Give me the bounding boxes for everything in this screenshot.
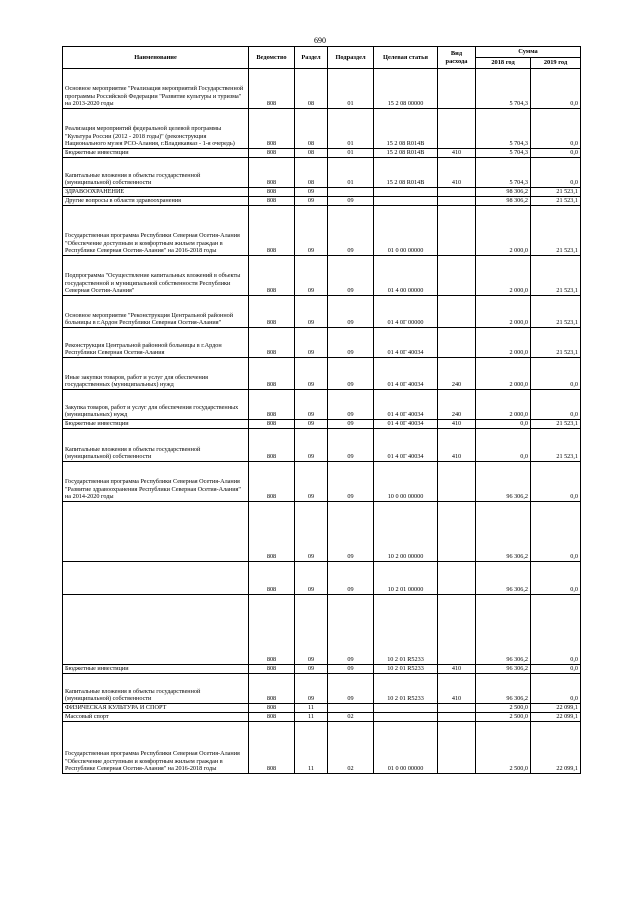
- row-exp-type: 240: [438, 358, 476, 390]
- row-2018: 96 306,2: [476, 502, 531, 562]
- row-2019: 21 523,1: [531, 188, 581, 197]
- row-subsection: 01: [328, 109, 374, 149]
- row-2019: 21 523,1: [531, 256, 581, 296]
- row-2018: 2 500,0: [476, 704, 531, 713]
- table-row: [63, 390, 581, 420]
- row-2018: 2 000,0: [476, 296, 531, 328]
- row-subsection: 09: [328, 420, 374, 429]
- row-dept: 808: [249, 390, 295, 420]
- row-2018: 5 704,3: [476, 149, 531, 158]
- row-name: Государственная программа Республики Северная Осетия-Алания "Обеспечение доступным и комфортным жильем граждан в Республике Северная Осетия-Алания" на 2016-2018 годы: [63, 722, 249, 774]
- row-2019: 0,0: [531, 502, 581, 562]
- row-2019: 21 523,1: [531, 429, 581, 462]
- row-2018: 2 000,0: [476, 206, 531, 256]
- row-dept: 808: [249, 328, 295, 358]
- row-section: 09: [295, 595, 328, 665]
- row-section: 09: [295, 188, 328, 197]
- row-subsection: 02: [328, 722, 374, 774]
- row-name: Бюджетные инвестиции: [63, 420, 249, 429]
- row-section: 09: [295, 390, 328, 420]
- row-exp-type: 410: [438, 429, 476, 462]
- table-row: [63, 197, 581, 206]
- row-exp-type: [438, 188, 476, 197]
- row-target: 10 2 00 00000: [374, 502, 438, 562]
- row-2019: 0,0: [531, 390, 581, 420]
- row-dept: 808: [249, 713, 295, 722]
- row-target: [374, 704, 438, 713]
- row-2018: 96 306,2: [476, 665, 531, 674]
- row-exp-type: [438, 704, 476, 713]
- row-2019: 0,0: [531, 665, 581, 674]
- row-subsection: 09: [328, 206, 374, 256]
- row-section: 11: [295, 722, 328, 774]
- row-section: 09: [295, 674, 328, 704]
- row-2018: 0,0: [476, 420, 531, 429]
- row-dept: 808: [249, 256, 295, 296]
- row-dept: 808: [249, 665, 295, 674]
- row-name: [63, 595, 249, 665]
- row-name: Бюджетные инвестиции: [63, 665, 249, 674]
- row-exp-type: [438, 713, 476, 722]
- row-2018: 5 704,3: [476, 109, 531, 149]
- row-subsection: 02: [328, 713, 374, 722]
- row-subsection: 09: [328, 429, 374, 462]
- row-subsection: 09: [328, 328, 374, 358]
- row-exp-type: [438, 502, 476, 562]
- row-exp-type: [438, 69, 476, 109]
- row-2019: 0,0: [531, 69, 581, 109]
- row-dept: 808: [249, 429, 295, 462]
- row-dept: 808: [249, 188, 295, 197]
- table-row: [63, 206, 581, 256]
- row-target: 15 2 08 R014B: [374, 158, 438, 188]
- row-subsection: 01: [328, 69, 374, 109]
- row-name: Массовый спорт: [63, 713, 249, 722]
- table-row: [63, 722, 581, 774]
- row-2018: 5 704,3: [476, 158, 531, 188]
- row-dept: 808: [249, 109, 295, 149]
- row-target: 01 4 00 00000: [374, 256, 438, 296]
- row-subsection: 09: [328, 296, 374, 328]
- row-subsection: 09: [328, 358, 374, 390]
- table-row: [63, 462, 581, 502]
- table-row: [63, 665, 581, 674]
- row-subsection: 09: [328, 390, 374, 420]
- row-exp-type: [438, 595, 476, 665]
- row-target: [374, 197, 438, 206]
- row-subsection: 09: [328, 197, 374, 206]
- header-dept: Ведомство: [249, 47, 295, 69]
- row-target: 10 2 01 R5233: [374, 665, 438, 674]
- row-dept: 808: [249, 674, 295, 704]
- row-2019: 21 523,1: [531, 420, 581, 429]
- row-exp-type: [438, 109, 476, 149]
- row-exp-type: 240: [438, 390, 476, 420]
- row-section: 09: [295, 206, 328, 256]
- header-section: Раздел: [295, 47, 328, 69]
- row-dept: 808: [249, 704, 295, 713]
- row-dept: 808: [249, 206, 295, 256]
- row-subsection: 09: [328, 674, 374, 704]
- table-row: [63, 328, 581, 358]
- row-section: 09: [295, 197, 328, 206]
- row-2018: 96 306,2: [476, 595, 531, 665]
- row-target: 01 4 0Г 40034: [374, 429, 438, 462]
- row-exp-type: 410: [438, 158, 476, 188]
- row-subsection: 09: [328, 462, 374, 502]
- row-dept: 808: [249, 158, 295, 188]
- row-2018: 2 000,0: [476, 358, 531, 390]
- table-row: [63, 158, 581, 188]
- row-exp-type: [438, 206, 476, 256]
- row-dept: 808: [249, 595, 295, 665]
- row-section: 11: [295, 713, 328, 722]
- header-exp-type: Вид расхода: [438, 47, 476, 69]
- row-dept: 808: [249, 462, 295, 502]
- header-name: Наименование: [63, 47, 249, 69]
- row-section: 09: [295, 328, 328, 358]
- row-name: Бюджетные инвестиции: [63, 149, 249, 158]
- row-dept: 808: [249, 358, 295, 390]
- table-row: [63, 188, 581, 197]
- row-name: ЗДРАВООХРАНЕНИЕ: [63, 188, 249, 197]
- row-exp-type: [438, 197, 476, 206]
- row-target: 10 2 01 R5233: [374, 595, 438, 665]
- row-section: 09: [295, 462, 328, 502]
- row-section: 08: [295, 69, 328, 109]
- row-target: 15 2 08 R014B: [374, 109, 438, 149]
- row-target: 10 2 01 00000: [374, 562, 438, 595]
- row-section: 09: [295, 562, 328, 595]
- row-dept: 808: [249, 562, 295, 595]
- row-subsection: 09: [328, 595, 374, 665]
- row-2019: 21 523,1: [531, 197, 581, 206]
- row-section: 11: [295, 704, 328, 713]
- header-2018: 2018 год: [476, 58, 531, 69]
- header-2019: 2019 год: [531, 58, 581, 69]
- row-target: 01 4 0Г 00000: [374, 296, 438, 328]
- row-section: 09: [295, 420, 328, 429]
- row-name: Капитальные вложения в объекты государственной (муниципальной) собственности: [63, 674, 249, 704]
- row-2019: 0,0: [531, 109, 581, 149]
- table-row: [63, 109, 581, 149]
- row-name: Государственная программа Республики Северная Осетия-Алания "Развитие здравоохранения Республики Северная Осетия-Алания" на 2014-2020 годы: [63, 462, 249, 502]
- table-row: [63, 420, 581, 429]
- table-row: [63, 674, 581, 704]
- row-exp-type: [438, 328, 476, 358]
- row-exp-type: [438, 296, 476, 328]
- row-2018: 96 306,2: [476, 462, 531, 502]
- row-2019: 0,0: [531, 149, 581, 158]
- row-dept: 808: [249, 149, 295, 158]
- row-section: 09: [295, 296, 328, 328]
- table-row: [63, 429, 581, 462]
- table-row: [63, 296, 581, 328]
- row-target: [374, 713, 438, 722]
- row-name: Другие вопросы в области здравоохранения: [63, 197, 249, 206]
- row-section: 08: [295, 158, 328, 188]
- row-exp-type: 410: [438, 149, 476, 158]
- row-exp-type: [438, 256, 476, 296]
- header-subsection: Подраздел: [328, 47, 374, 69]
- row-subsection: 01: [328, 149, 374, 158]
- row-dept: 808: [249, 69, 295, 109]
- header-sum: Сумма: [476, 47, 581, 58]
- row-2019: 0,0: [531, 674, 581, 704]
- page-number: 690: [314, 36, 326, 45]
- table-body: [63, 69, 581, 774]
- row-name: Капитальные вложения в объекты государственной (муниципальной) собственности: [63, 429, 249, 462]
- row-2019: 21 523,1: [531, 206, 581, 256]
- row-2019: 21 523,1: [531, 328, 581, 358]
- row-exp-type: [438, 562, 476, 595]
- table-row: [63, 502, 581, 562]
- row-subsection: [328, 704, 374, 713]
- row-2019: 0,0: [531, 358, 581, 390]
- row-subsection: 01: [328, 158, 374, 188]
- row-target: 01 4 0Г 40034: [374, 358, 438, 390]
- table-row: [63, 358, 581, 390]
- row-target: 01 4 0Г 40034: [374, 420, 438, 429]
- row-2019: 0,0: [531, 595, 581, 665]
- row-subsection: 09: [328, 562, 374, 595]
- table-row: [63, 149, 581, 158]
- row-2018: 2 500,0: [476, 722, 531, 774]
- row-name: [63, 502, 249, 562]
- row-2019: 0,0: [531, 158, 581, 188]
- row-subsection: 09: [328, 502, 374, 562]
- row-2018: 5 704,3: [476, 69, 531, 109]
- row-section: 09: [295, 665, 328, 674]
- row-2019: 21 523,1: [531, 296, 581, 328]
- row-target: 10 2 01 R5233: [374, 674, 438, 704]
- row-target: 01 0 00 00000: [374, 206, 438, 256]
- row-section: 08: [295, 109, 328, 149]
- row-subsection: [328, 188, 374, 197]
- budget-table: [62, 46, 581, 774]
- header-target: Целевая статья: [374, 47, 438, 69]
- row-2018: 98 306,2: [476, 188, 531, 197]
- row-2018: 96 306,2: [476, 674, 531, 704]
- row-2018: 2 000,0: [476, 328, 531, 358]
- row-name: Подпрограмма "Осуществление капитальных вложений в объекты государственной и муниципальной собственности Республики Северная Осетия-Алания": [63, 256, 249, 296]
- row-section: 09: [295, 429, 328, 462]
- row-subsection: 09: [328, 665, 374, 674]
- row-exp-type: [438, 722, 476, 774]
- row-target: 15 2 08 R014B: [374, 149, 438, 158]
- row-dept: 808: [249, 420, 295, 429]
- row-exp-type: [438, 462, 476, 502]
- row-2019: 22 099,1: [531, 704, 581, 713]
- row-2018: 96 306,2: [476, 562, 531, 595]
- row-name: Основное мероприятие "Реконструкция Центральной районной больницы в г.Ардон Республики Северная Осетия-Алания": [63, 296, 249, 328]
- row-section: 09: [295, 256, 328, 296]
- table-row: [63, 69, 581, 109]
- table-row: [63, 595, 581, 665]
- row-name: Реализация мероприятий федеральной целевой программы "Культура России (2012 - 2018 годы)" (реконструкция Национального музея РСО-Алания, г.Владикавказ - 1-я очередь): [63, 109, 249, 149]
- row-target: [374, 188, 438, 197]
- table-row: [63, 256, 581, 296]
- row-name: Реконструкция Центральной районной больницы в г.Ардон Республики Северная Осетия-Алания: [63, 328, 249, 358]
- row-section: 08: [295, 149, 328, 158]
- row-section: 09: [295, 502, 328, 562]
- row-name: [63, 562, 249, 595]
- row-2019: 0,0: [531, 562, 581, 595]
- row-target: 10 0 00 00000: [374, 462, 438, 502]
- row-target: 01 4 0Г 40034: [374, 328, 438, 358]
- row-name: Иные закупки товаров, работ и услуг для обеспечения государственных (муниципальных) нужд: [63, 358, 249, 390]
- row-name: Капитальные вложения в объекты государственной (муниципальной) собственности: [63, 158, 249, 188]
- table-row: [63, 562, 581, 595]
- row-name: Государственная программа Республики Северная Осетия-Алания "Обеспечение доступным и комфортным жильем граждан в Республике Северная Осетия-Алания" на 2016-2018 годы: [63, 206, 249, 256]
- row-target: 01 0 00 00000: [374, 722, 438, 774]
- row-dept: 808: [249, 296, 295, 328]
- row-2018: 2 000,0: [476, 256, 531, 296]
- row-section: 09: [295, 358, 328, 390]
- row-2018: 98 306,2: [476, 197, 531, 206]
- table-row: [63, 713, 581, 722]
- row-2019: 22 099,1: [531, 713, 581, 722]
- row-exp-type: 410: [438, 674, 476, 704]
- row-2019: 0,0: [531, 462, 581, 502]
- row-2018: 2 500,0: [476, 713, 531, 722]
- row-2018: 2 000,0: [476, 390, 531, 420]
- row-target: 01 4 0Г 40034: [374, 390, 438, 420]
- row-name: ФИЗИЧЕСКАЯ КУЛЬТУРА И СПОРТ: [63, 704, 249, 713]
- table-row: [63, 704, 581, 713]
- row-dept: 808: [249, 722, 295, 774]
- row-target: 15 2 08 00000: [374, 69, 438, 109]
- row-dept: 808: [249, 502, 295, 562]
- row-dept: 808: [249, 197, 295, 206]
- row-2019: 22 099,1: [531, 722, 581, 774]
- row-2018: 0,0: [476, 429, 531, 462]
- row-name: Закупка товаров, работ и услуг для обеспечения государственных (муниципальных) нужд: [63, 390, 249, 420]
- row-subsection: 09: [328, 256, 374, 296]
- row-name: Основное мероприятие "Реализация мероприятий Государственной программы Российской Федерации "Развитие культуры и туризма" на 2013-2020 годы: [63, 69, 249, 109]
- row-exp-type: 410: [438, 665, 476, 674]
- row-exp-type: 410: [438, 420, 476, 429]
